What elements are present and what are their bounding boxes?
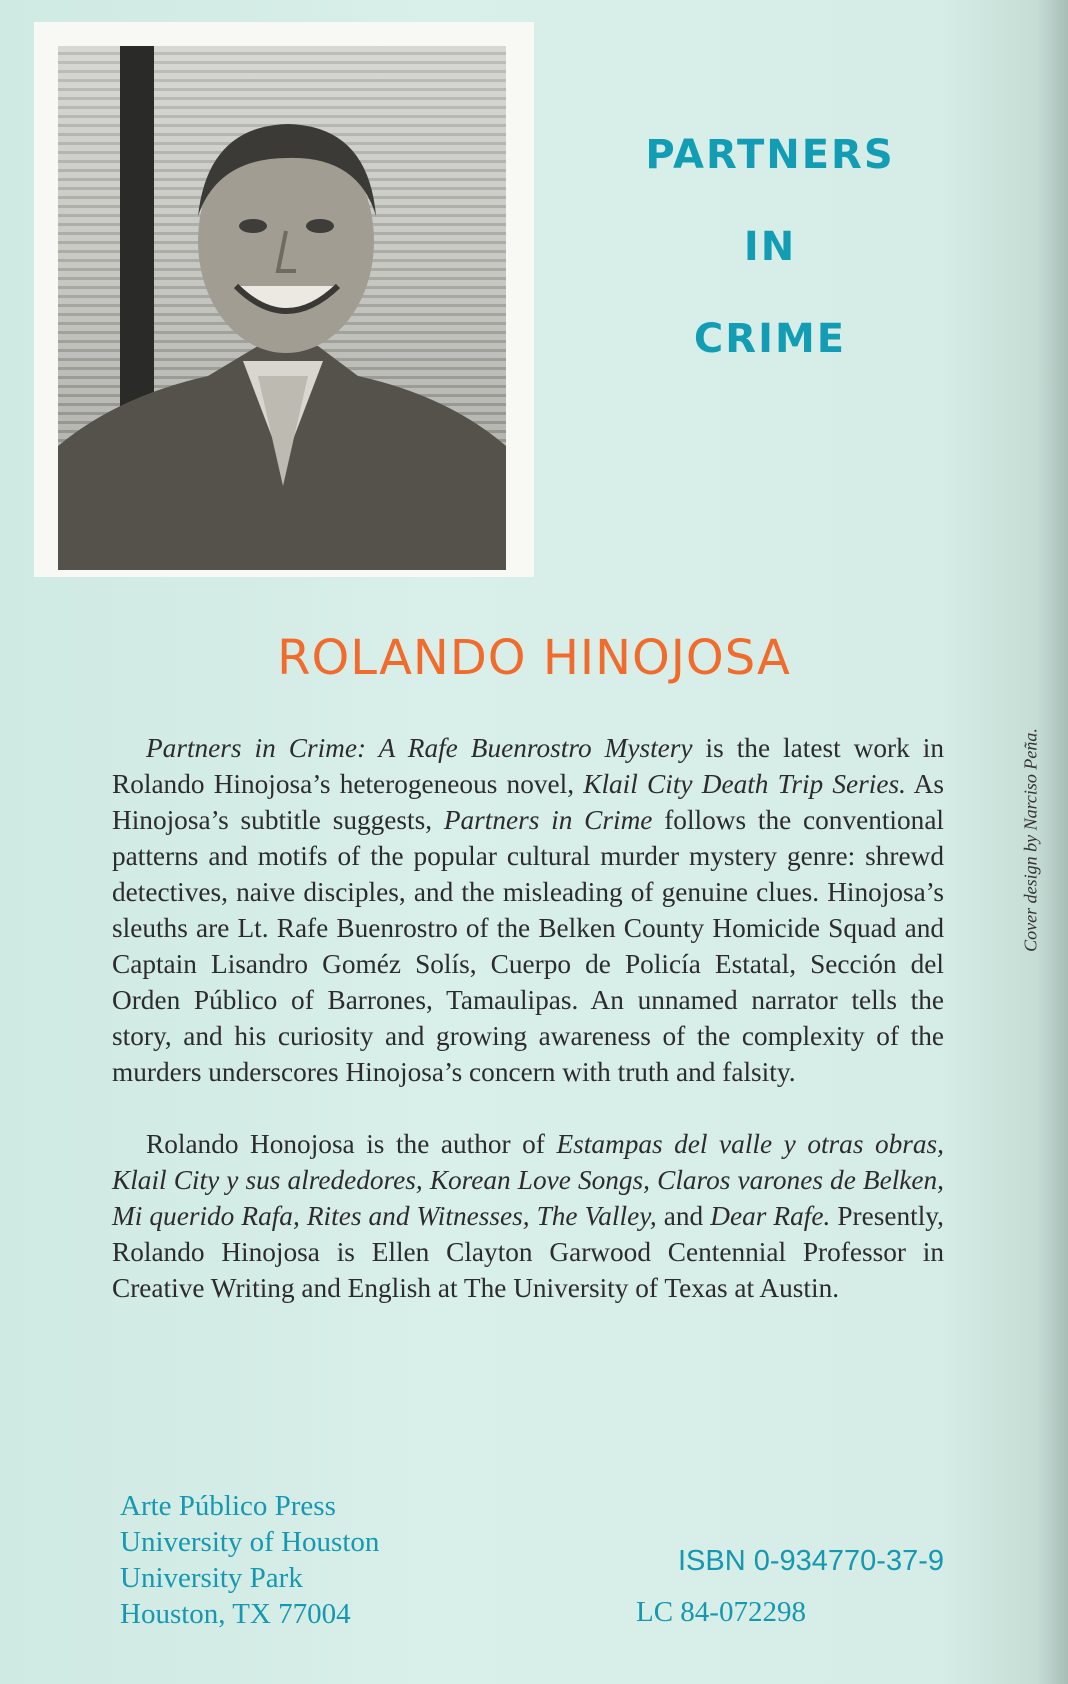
description-p1-part-5: Partners in Crime <box>443 805 653 835</box>
lc-number: LC 84-072298 <box>636 1596 806 1628</box>
publisher-line-1: Arte Público Press <box>120 1490 336 1522</box>
description-p1-part-6: follows the conventional patterns and motifs of the popular cultural murder mystery genre: shrewd detectives, naive disciples, and the misleading of genuine clues. Hinojosa’s sleuths are Lt. Rafe Buenrostro of the Belken County Homicide Squad and Captain Lisandro Goméz Solís, Cuerpo de Policía Estatal, Sección del Orden Público of Barrones, Tamaulipas. An unnamed narrator tells the story, and his curiosity and growing awareness of the complexity of the murders underscores Hinojosa’s concern with truth and falsity. <box>112 805 945 1087</box>
publisher-line-2: University of Houston <box>120 1526 380 1558</box>
description-paragraph-2 <box>112 1126 944 1306</box>
description-p1-part-1: Partners in Crime: A Rafe Buenrostro Mystery <box>146 733 693 763</box>
publisher-line-3: University Park <box>120 1562 303 1594</box>
publisher-line-4: Houston, TX 77004 <box>120 1598 351 1630</box>
description-p2-part-2: Estampas del valle y otras obras, Klail City y sus alrededores, Korean Love Songs, Claros varones de Belken, Mi querido Rafa, Rites and Witnesses, The Valley, <box>112 1129 945 1231</box>
book-title <box>560 132 980 362</box>
description-p1-part-4: As Hinojosa’s subtitle suggests, <box>112 769 944 835</box>
description-p1-part-3: Klail City Death Trip Series. <box>583 769 906 799</box>
publisher-address <box>120 1488 379 1632</box>
title-line-1: PARTNERS <box>645 132 895 178</box>
description-p1-part-2: is the latest work in Rolando Hinojosa’s heterogeneous novel, <box>112 733 944 799</box>
description-p2-part-5: Presently, Rolando Hinojosa is Ellen Clayton Garwood Centennial Professor in Creative Writing and English at The University of Texas at Austin. <box>112 1201 944 1303</box>
author-name: ROLANDO HINOJOSA <box>277 630 791 686</box>
description-p2-part-3: and <box>656 1201 711 1231</box>
description-p2-part-1: Rolando Honojosa is the author of <box>146 1129 557 1159</box>
author-portrait-icon <box>58 46 506 570</box>
book-description <box>112 730 944 1342</box>
author-photo-frame <box>34 22 534 577</box>
author-photo <box>58 46 506 570</box>
title-line-3: CRIME <box>693 316 847 362</box>
title-line-2: IN <box>743 224 797 270</box>
isbn-number: ISBN 0-934770-37-9 <box>678 1545 944 1577</box>
cover-design-credit-text: Cover design by Narciso Peña. <box>1020 728 1041 952</box>
description-p2-part-4: Dear Rafe. <box>710 1201 831 1231</box>
description-paragraph-1 <box>112 730 944 1090</box>
